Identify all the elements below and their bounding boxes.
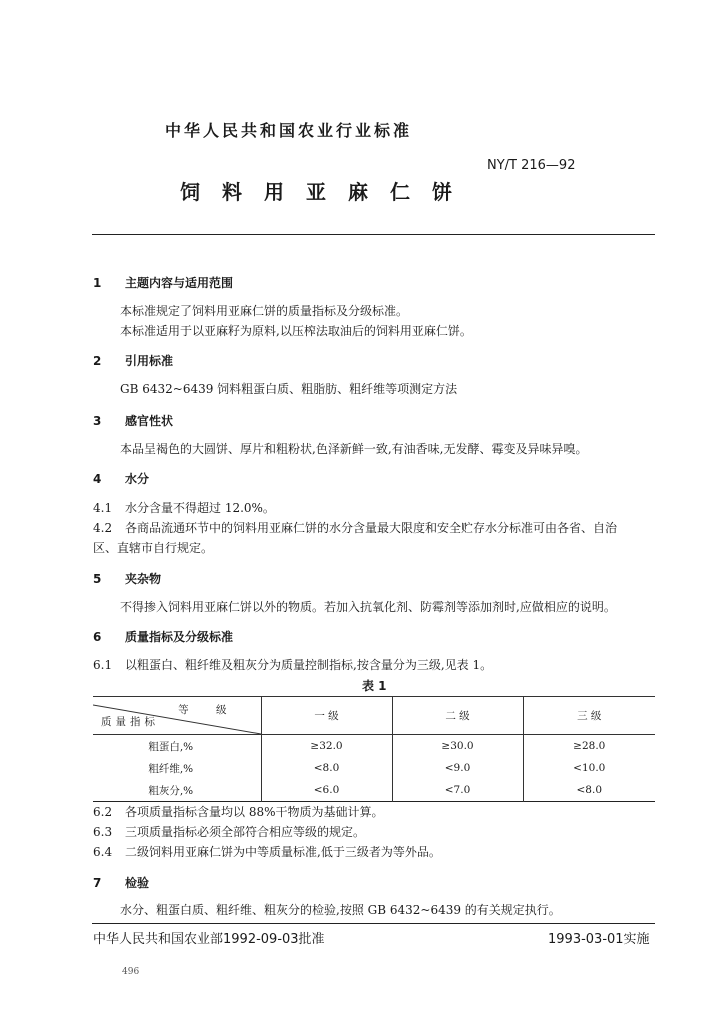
clause-number: 6.4 <box>93 845 113 859</box>
document-title: 饲料用亚麻仁饼 <box>180 180 474 204</box>
top-divider <box>92 234 655 235</box>
clause-6-3 <box>93 823 365 840</box>
section-3-heading <box>93 412 173 429</box>
section-number: 6 <box>93 630 102 644</box>
section-1-heading <box>93 274 233 291</box>
section-title: 检验 <box>125 876 150 890</box>
clause-4-1 <box>93 499 275 516</box>
clause-number: 6.2 <box>93 805 113 819</box>
table-caption: 表 1 <box>362 679 387 693</box>
clause-6-1 <box>93 656 492 673</box>
paragraph: 本标准规定了饲料用亚麻仁饼的质量指标及分级标准。 <box>120 304 409 318</box>
table-cell: ≥32.0 <box>261 735 392 758</box>
section-title: 质量指标及分级标准 <box>125 630 234 644</box>
row-label: 粗蛋白,% <box>93 735 261 758</box>
clause-text: 二级饲料用亚麻仁饼为中等质量标准,低于三级者为等外品。 <box>125 845 441 859</box>
clause-text: 以粗蛋白、粗纤维及粗灰分为质量控制指标,按含量分为三级,见表 1。 <box>125 658 493 672</box>
table-cell: ≥28.0 <box>523 735 655 758</box>
table-cell: <10.0 <box>523 757 655 779</box>
clause-number: 4.2 <box>93 521 113 535</box>
section-number: 1 <box>93 276 102 290</box>
corner-label-indicator: 质量指标 <box>101 716 159 728</box>
section-title: 主题内容与适用范围 <box>125 276 234 290</box>
section-number: 4 <box>93 472 102 486</box>
section-2-heading <box>93 352 173 369</box>
table-row <box>93 757 655 779</box>
clause-text: 三项质量指标必须全部符合相应等级的规定。 <box>125 825 366 839</box>
paragraph: 水分、粗蛋白质、粗纤维、粗灰分的检验,按照 GB 6432~6439 的有关规定执行。 <box>120 903 561 917</box>
approval-date: 中华人民共和国农业部1992-09-03批准 <box>93 932 325 947</box>
section-number: 3 <box>93 414 102 428</box>
clause-6-4 <box>93 843 441 860</box>
table-header-row <box>93 697 655 735</box>
issuer-heading: 中华人民共和国农业行业标准 <box>165 121 413 140</box>
section-title: 水分 <box>125 472 150 486</box>
row-label: 粗灰分,% <box>93 779 261 802</box>
section-5-heading <box>93 570 161 587</box>
table-cell: <8.0 <box>523 779 655 802</box>
column-header: 一 级 <box>261 697 392 735</box>
table-cell: <7.0 <box>392 779 523 802</box>
paragraph: 本标准适用于以亚麻籽为原料,以压榨法取油后的饲料用亚麻仁饼。 <box>120 324 472 338</box>
section-number: 5 <box>93 572 102 586</box>
clause-number: 6.1 <box>93 658 113 672</box>
section-4-heading <box>93 470 149 487</box>
clause-4-2 <box>93 519 617 536</box>
column-header: 二 级 <box>392 697 523 735</box>
table-row <box>93 735 655 758</box>
corner-label-grade: 等 级 <box>178 704 239 716</box>
column-header: 三 级 <box>523 697 655 735</box>
section-title: 引用标准 <box>125 354 174 368</box>
section-6-heading <box>93 628 233 645</box>
table-corner-cell <box>93 697 261 735</box>
clause-text: 水分含量不得超过 12.0%。 <box>125 501 275 515</box>
table-cell: <6.0 <box>261 779 392 802</box>
standard-code: NY/T 216—92 <box>487 158 576 173</box>
section-7-heading <box>93 874 149 891</box>
section-number: 2 <box>93 354 102 368</box>
table-cell: <9.0 <box>392 757 523 779</box>
section-title: 感官性状 <box>125 414 174 428</box>
paragraph: GB 6432~6439 饲料粗蛋白质、粗脂肪、粗纤维等项测定方法 <box>120 382 458 396</box>
row-label: 粗纤维,% <box>93 757 261 779</box>
clause-6-2 <box>93 803 384 820</box>
table-cell: ≥30.0 <box>392 735 523 758</box>
page-number: 496 <box>122 967 140 977</box>
section-title: 夹杂物 <box>125 572 162 586</box>
quality-grade-table <box>93 696 655 802</box>
clause-text: 各项质量指标含量均以 88%干物质为基础计算。 <box>125 805 384 819</box>
table-row <box>93 779 655 802</box>
paragraph: 本品呈褐色的大圆饼、厚片和粗粉状,色泽新鲜一致,有油香味,无发酵、霉变及异味异嗅。 <box>120 442 588 456</box>
bottom-divider <box>92 923 655 924</box>
clause-4-2-continued: 区、直辖市自行规定。 <box>93 541 214 555</box>
section-number: 7 <box>93 876 102 890</box>
effective-date: 1993-03-01实施 <box>548 932 650 947</box>
clause-number: 4.1 <box>93 501 113 515</box>
table-cell: <8.0 <box>261 757 392 779</box>
clause-number: 6.3 <box>93 825 113 839</box>
clause-text: 各商品流通环节中的饲料用亚麻仁饼的水分含量最大限度和安全贮存水分标准可由各省、自治 <box>125 521 618 535</box>
paragraph: 不得掺入饲料用亚麻仁饼以外的物质。若加入抗氧化剂、防霉剂等添加剂时,应做相应的说明。 <box>120 600 616 614</box>
